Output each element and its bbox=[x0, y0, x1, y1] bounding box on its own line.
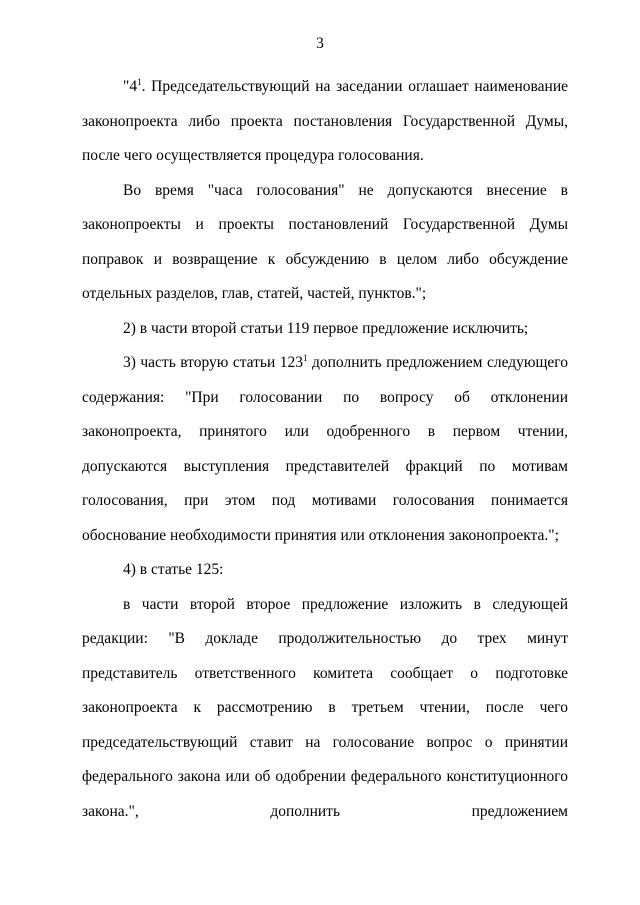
paragraph-text: "4 bbox=[123, 78, 138, 95]
superscript-index: 1 bbox=[137, 77, 142, 87]
paragraph-chairman-announces bbox=[82, 70, 568, 174]
paragraph-part-two-amendment: в части второй второе предложение изложить в следующей редакции: "В докладе продолжительностью до трех минут представитель ответственного комитета сообщает о подготовке законопроекта к рассмотрению в третьем чтении, после чего председательствующий ставит на голосование вопрос о принятии федерального закона или об одобрении федерального конституционного закона.", дополнить предложением bbox=[82, 595, 568, 820]
paragraph-voting-hour: Во время "часа голосования" не допускаются внесение в законопроекты и проекты постановлений Государственной Думы поправок и возвращение к обсуждению в целом либо обсуждение отдельных разделов, глав, статей, частей, пунктов."; bbox=[82, 181, 568, 302]
paragraph-text: дополнить предложением следующего содержания: "При голосовании по вопросу об отклонении законопроекта, принятого или одобренного в первом чтении, допускаются выступления представителей фракций по мотивам голосования, при этом под мотивами голосования понимается обоснование необходимости принятия или отклонения законопроекта."; bbox=[82, 354, 568, 544]
page-number: 3 bbox=[316, 35, 324, 52]
paragraph-text: 3) часть вторую статьи 123 bbox=[123, 354, 304, 371]
paragraph-article-123 bbox=[82, 346, 568, 553]
superscript-index: 1 bbox=[303, 353, 308, 363]
paragraph-text: . Председательствующий на заседании оглашает наименование законопроекта либо проекта постановления Государственной Думы, после чего осуществляется процедура голосования. bbox=[82, 78, 568, 164]
document-body bbox=[82, 70, 568, 829]
paragraph-article-125: 4) в статье 125: bbox=[123, 561, 224, 578]
paragraph-article-119: 2) в части второй статьи 119 первое предложение исключить; bbox=[123, 319, 529, 337]
